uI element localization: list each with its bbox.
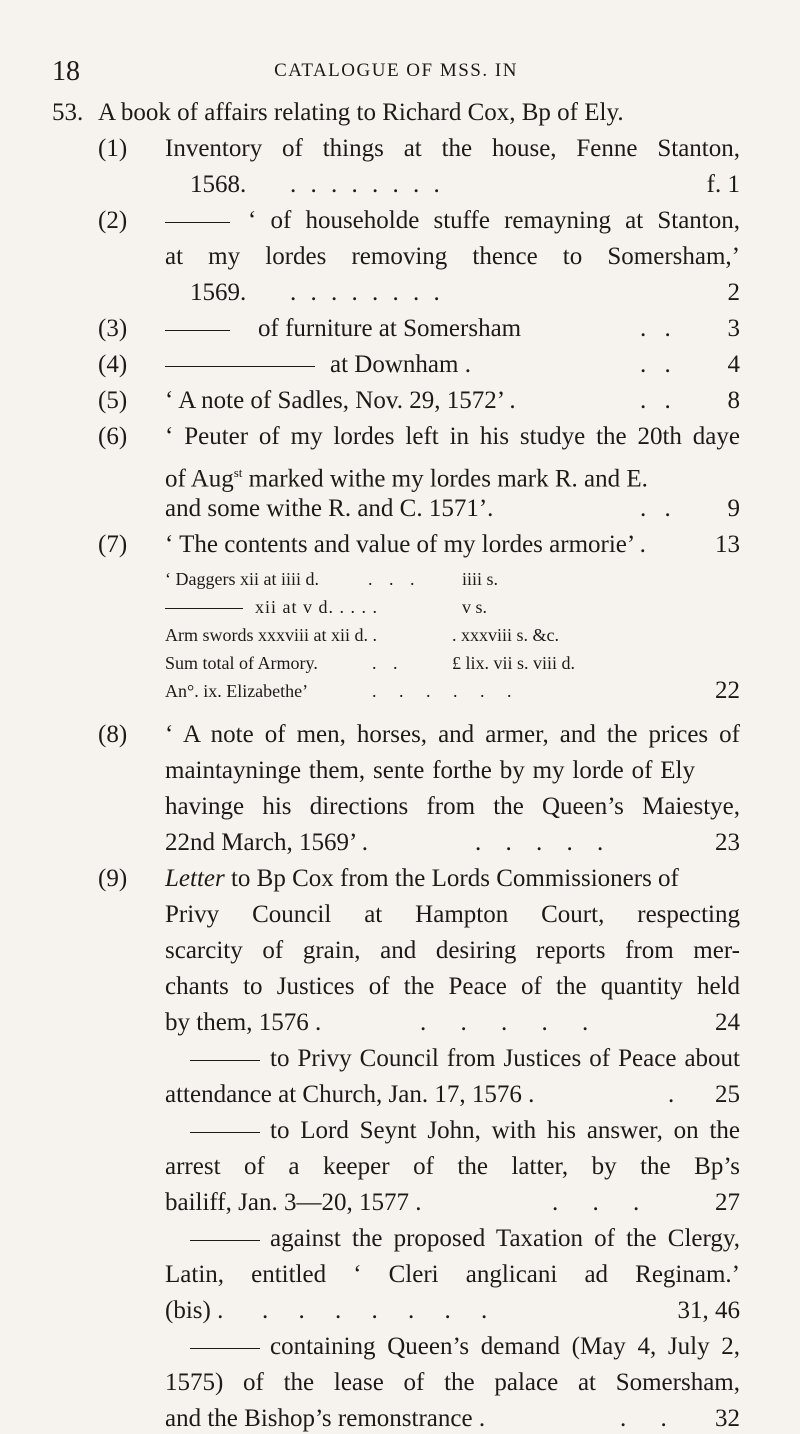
leader-dots: . . . . . . . . (290, 279, 444, 306)
item-label: (1) (98, 135, 128, 162)
item-text: Latin, entitled ‘ Cleri anglicani ad Reginam.’ (165, 1261, 740, 1288)
page-number: 18 (52, 56, 80, 87)
folio-ref: 25 (715, 1081, 740, 1108)
quote-line: Arm swords xxxviii at xii d. . (165, 625, 377, 645)
item-text: arrest of a keeper of the latter, by the Bp’s (165, 1153, 740, 1180)
ditto-dash (165, 350, 325, 380)
leader-dots: . . . . . (475, 829, 613, 856)
folio-ref: 2 (727, 279, 740, 306)
item-text (165, 458, 740, 494)
item-text: to Lord Seynt John, with his answer, on the (270, 1117, 740, 1144)
folio-ref: 32 (715, 1405, 740, 1432)
leader-dots: . . . (552, 1189, 654, 1216)
leader-dots: . . . . . . (372, 681, 521, 701)
folio-ref: 31, 46 (677, 1297, 740, 1324)
folio-ref: 23 (715, 829, 740, 856)
folio-ref: 3 (727, 315, 740, 342)
leader-dots: . . (640, 351, 677, 378)
item-text-part: to Bp Cox from the Lords Commissioners of (224, 865, 679, 892)
item-text: Privy Council at Hampton Court, respecting (165, 901, 740, 928)
leader-dots: . . . . . . . . (290, 171, 444, 198)
folio-ref: 4 (727, 351, 740, 378)
leader-dots: . . (640, 495, 677, 522)
item-label: (4) (98, 351, 128, 378)
item-text: scarcity of grain, and desiring reports from mer- (165, 937, 740, 964)
quote-value: £ lix. vii s. viii d. (452, 653, 576, 673)
item-text: attendance at Church, Jan. 17, 1576 . (165, 1081, 535, 1108)
item-text-part: of Aug (165, 465, 234, 493)
quote-line: An°. ix. Elizabethe’ (165, 681, 309, 701)
leader-dots: . . (640, 387, 677, 414)
item-text: against the proposed Taxation of the Clergy, (270, 1225, 740, 1252)
item-text: bailiff, Jan. 3—20, 1577 . (165, 1189, 422, 1216)
item-text: maintayninge them, sente forthe by my lorde of Ely (165, 757, 695, 784)
item-text-part: marked withe my lordes mark R. and E. (242, 465, 648, 493)
letter-heading: Letter (165, 865, 225, 892)
leader-dots: . (668, 1081, 675, 1108)
leader-dots: . . . (368, 569, 421, 589)
item-text: of furniture at Somersham (258, 315, 522, 342)
item-text: 1569. (190, 279, 247, 306)
ditto-dash (190, 1116, 270, 1146)
item-label: (3) (98, 315, 128, 342)
ditto-dash (165, 592, 253, 622)
quote-value: v s. (462, 597, 488, 617)
item-label: (2) (98, 207, 128, 234)
quote-value: iiii s. (462, 569, 499, 589)
ditto-dash (190, 1044, 270, 1074)
leader-dots: . . (640, 315, 677, 342)
item-text: chants to Justices of the Peace of the quantity held (165, 973, 740, 1000)
leader-dots: . . (620, 1405, 681, 1432)
entry-number: 53. (52, 99, 84, 126)
ditto-dash (190, 1332, 270, 1362)
folio-ref: 24 (715, 1009, 740, 1036)
page-header (52, 56, 740, 90)
item-text: ‘ Peuter of my lordes left in his studye the 20th daye (165, 423, 740, 450)
item-text: 1575) of the lease of the palace at Somersham, (165, 1369, 740, 1396)
item-text: ‘ A note of men, horses, and armer, and the prices of (165, 721, 740, 748)
item-label: (6) (98, 423, 128, 450)
item-text: 22nd March, 1569’ . (165, 829, 368, 856)
item-text: and the Bishop’s remonstrance . (165, 1405, 486, 1432)
item-text: havinge his directions from the Queen’s Maiestye, (165, 793, 740, 820)
item-label: (9) (98, 865, 128, 892)
leader-dots: . . (372, 653, 404, 673)
folio-ref: 27 (715, 1189, 740, 1216)
folio-ref: 9 (727, 495, 740, 522)
folio-ref: 22 (715, 677, 740, 704)
quote-line: ‘ Daggers xii at iiii d. (165, 569, 319, 589)
item-label: (8) (98, 721, 128, 748)
item-text: containing Queen’s demand (May 4, July 2, (270, 1333, 740, 1360)
quote-line: xii at v d. . . . . (255, 597, 378, 617)
item-label: (7) (98, 531, 128, 558)
ditto-dash (165, 314, 240, 344)
ditto-dash (190, 1224, 270, 1254)
item-text: ‘ The contents and value of my lordes armorie’ . (165, 531, 646, 558)
item-text: (bis) . (165, 1297, 224, 1324)
item-text: ‘ A note of Sadles, Nov. 29, 1572’ . (165, 387, 516, 414)
leader-dots: . . . . . (420, 1009, 603, 1036)
folio-ref: 13 (715, 531, 740, 558)
item-text: Inventory of things at the house, Fenne Stanton, (165, 135, 740, 162)
running-title: CATALOGUE OF MSS. IN (274, 60, 518, 81)
quote-value: . xxxviii s. &c. (452, 625, 559, 645)
item-label: (5) (98, 387, 128, 414)
leader-dots: . . . . . . . (262, 1297, 500, 1324)
item-text: at my lordes removing thence to Somersham,’ (165, 243, 740, 270)
quote-line: Sum total of Armory. (165, 653, 318, 673)
item-text: 1568. (190, 171, 247, 198)
folio-ref: f. 1 (706, 171, 740, 198)
superscript: st (233, 465, 243, 480)
item-text (165, 864, 740, 894)
item-text: and some withe R. and C. 1571’. (165, 495, 494, 522)
folio-ref: 8 (727, 387, 740, 414)
entry-title: A book of affairs relating to Richard Cox, Bp of Ely. (98, 99, 624, 126)
item-text: by them, 1576 . (165, 1009, 322, 1036)
ditto-dash (165, 206, 240, 236)
item-text: to Privy Council from Justices of Peace about (270, 1045, 740, 1072)
item-text: ‘ of householde stuffe remayning at Stanton, (248, 207, 740, 234)
item-text: at Downham . (330, 351, 471, 378)
